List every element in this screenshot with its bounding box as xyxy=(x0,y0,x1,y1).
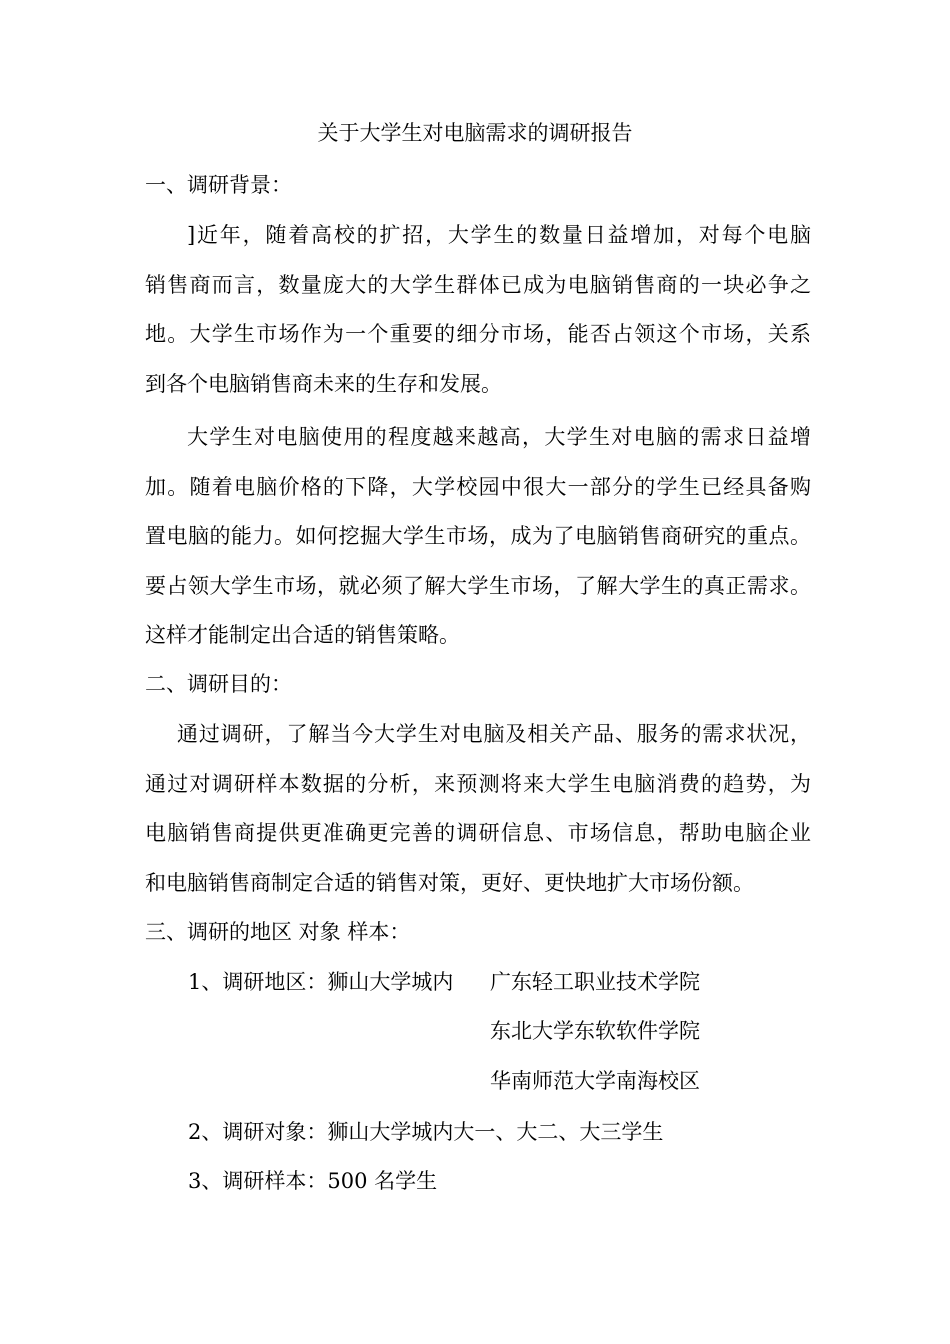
paragraph-line: 和电脑销售商制定合适的销售对策，更好、更快地扩大市场份额。 xyxy=(145,870,754,895)
paragraph-line: 加。随着电脑价格的下降，大学校园中很大一部分的学生已经具备购 xyxy=(145,474,811,499)
section-heading-background: 一、调研背景： xyxy=(145,173,292,197)
paragraph-line: 置电脑的能力。如何挖掘大学生市场，成为了电脑销售商研究的重点。 xyxy=(145,524,811,548)
paragraph-line: 销售商而言，数量庞大的大学生群体已成为电脑销售商的一块必争之 xyxy=(145,272,811,297)
survey-region-label: 1、调研地区：狮山大学城内 xyxy=(188,970,454,994)
paragraph-line: 要占领大学生市场，就必须了解大学生市场，了解大学生的真正需求。 xyxy=(145,573,811,598)
survey-region-value: 华南师范大学南海校区 xyxy=(490,1069,700,1093)
survey-sample: 3、调研样本：500 名学生 xyxy=(188,1169,438,1193)
paragraph-line: 这样才能制定出合适的销售策略。 xyxy=(145,623,460,647)
paragraph-background-1 xyxy=(145,211,811,409)
paragraph-line: ]近年，随着高校的扩招，大学生的数量日益增加，对每个电脑 xyxy=(187,223,811,247)
document-title: 关于大学生对电脑需求的调研报告 xyxy=(317,121,633,145)
paragraph-background-2 xyxy=(145,413,811,661)
paragraph-line: 地。大学生市场作为一个重要的细分市场，能否占领这个市场，关系 xyxy=(145,322,811,346)
paragraph-line: 通过对调研样本数据的分析，来预测将来大学生电脑消费的趋势，为 xyxy=(145,771,811,796)
paragraph-line: 大学生对电脑使用的程度越来越高，大学生对电脑的需求日益增 xyxy=(187,425,811,449)
paragraph-purpose xyxy=(145,710,811,908)
paragraph-line: 到各个电脑销售商未来的生存和发展。 xyxy=(145,371,502,396)
paragraph-line: 通过调研，了解当今大学生对电脑及相关产品、服务的需求状况， xyxy=(177,722,811,746)
survey-region-value: 东北大学东软软件学院 xyxy=(490,1019,700,1043)
survey-subjects: 2、调研对象：狮山大学城内大一、大二、大三学生 xyxy=(188,1120,664,1144)
survey-region-value: 广东轻工职业技术学院 xyxy=(490,970,700,994)
section-heading-scope: 三、调研的地区 对象 样本： xyxy=(145,920,411,944)
paragraph-line: 电脑销售商提供更准确更完善的调研信息、市场信息，帮助电脑企业 xyxy=(145,821,811,845)
section-heading-purpose: 二、调研目的： xyxy=(145,672,292,696)
